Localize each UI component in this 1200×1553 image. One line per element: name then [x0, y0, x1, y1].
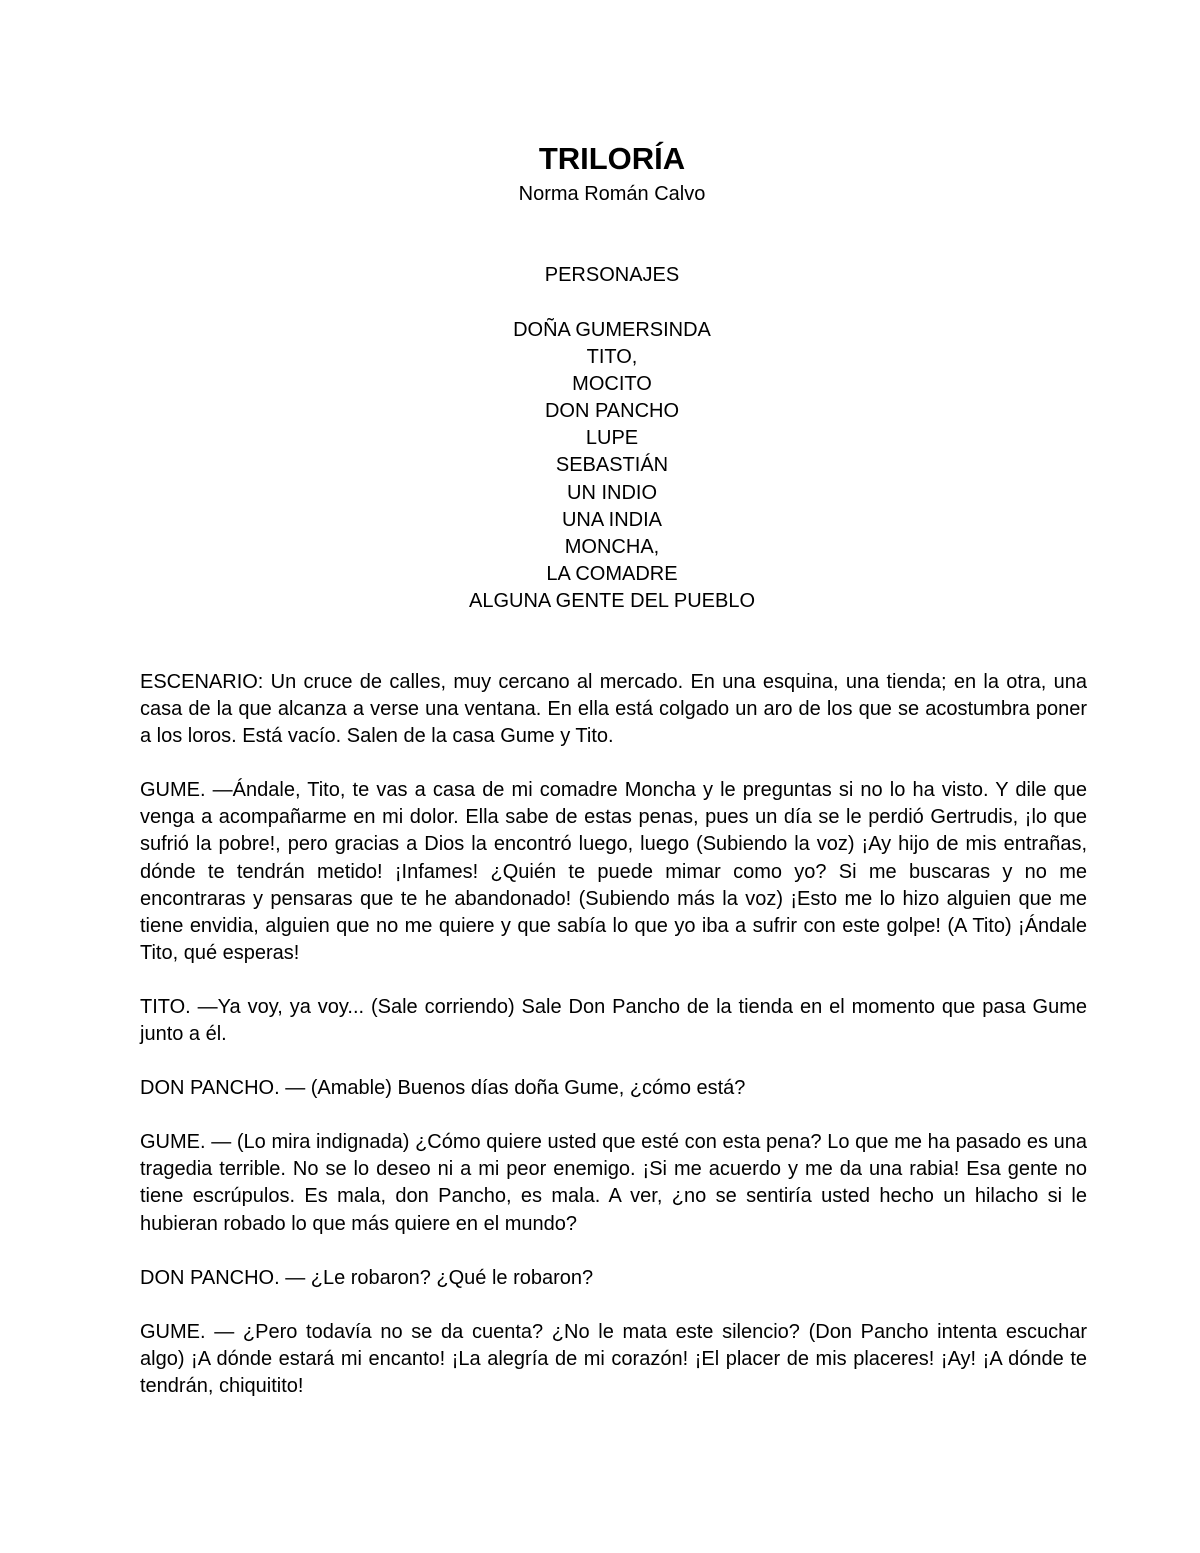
dialogue-paragraph: DON PANCHO. — (Amable) Buenos días doña Gume, ¿cómo está? — [140, 1077, 746, 1100]
dialogue-paragraph: GUME. — ¿Pero todavía no se da cuenta? ¿No le mata este silencio? (Don Pancho intenta escuchar algo) ¡A dónde estará mi encanto! ¡La alegría de mi corazón! ¡El placer de mis placeres! ¡Ay! ¡A dónde te tendrán, chiquitito! — [140, 1320, 1087, 1397]
scene-description: ESCENARIO: Un cruce de calles, muy cercano al mercado. En una esquina, una tienda; en la otra, una casa de la que alcanza a verse una ventana. En ella está colgado un aro de los que se acostumbra poner a los loros. Está vacío. Salen de la casa Gume y Tito. — [140, 671, 1087, 748]
cast-item: SEBASTIÁN — [555, 454, 669, 477]
dialogue-paragraph: TITO. —Ya voy, ya voy... (Sale corriendo) Sale Don Pancho de la tienda en el momento que pasa Gume junto a él. — [140, 995, 1087, 1046]
dialogue-paragraph: GUME. — (Lo mira indignada) ¿Cómo quiere usted que esté con esta pena? Lo que me ha pasado es una tragedia terrible. No se lo deseo ni a mi peor enemigo. ¡Si me acuerdo y me da una rabia! Esa gente no tiene escrúpulos. Es mala, don Pancho, es mala. A ver, ¿no se sentiría usted hecho un hilacho si le hubieran robado lo que más quiere en el mundo? — [140, 1131, 1087, 1235]
dialogue-paragraph: GUME. —Ándale, Tito, te vas a casa de mi comadre Moncha y le preguntas si no lo ha visto. Y dile que venga a acompañarme en mi dolor. Ella sabe de estas penas, pues un día se le perdió Gertrudis, ¡lo que sufrió la pobre!, pero gracias a Dios la encontró luego, luego (Subiendo la voz) ¡Ay hijo de mis entrañas, dónde te tendrán metido! ¡Infames! ¿Quién te puede mimar como yo? Si me buscaras y no me encontraras y pensaras que te he abandonado! (Subiendo más la voz) ¡Esto me lo hizo alguien que me tiene envidia, alguien que no me quiere y que sabía lo que yo iba a sufrir con este golpe! (A Tito) ¡Ándale Tito, qué esperas! — [140, 779, 1087, 964]
cast-item: MOCITO — [572, 373, 652, 396]
script-body — [140, 669, 1087, 1427]
cast-item: LUPE — [585, 427, 639, 450]
dialogue-paragraph: DON PANCHO. — ¿Le robaron? ¿Qué le robaron? — [140, 1266, 594, 1289]
cast-item: UN INDIO — [567, 481, 657, 504]
cast-list — [0, 317, 1200, 615]
cast-item: MONCHA, — [564, 535, 660, 558]
cast-item: DON PANCHO — [544, 400, 680, 423]
document-title: TRILORÍA — [538, 141, 686, 176]
cast-item: UNA INDIA — [561, 508, 663, 531]
cast-item: TITO, — [586, 346, 638, 369]
cast-heading: PERSONAJES — [544, 264, 680, 286]
cast-item: ALGUNA GENTE DEL PUEBLO — [468, 589, 755, 612]
cast-item: LA COMADRE — [546, 562, 678, 585]
document-author: Norma Román Calvo — [518, 183, 706, 205]
cast-item: DOÑA GUMERSINDA — [513, 319, 711, 341]
